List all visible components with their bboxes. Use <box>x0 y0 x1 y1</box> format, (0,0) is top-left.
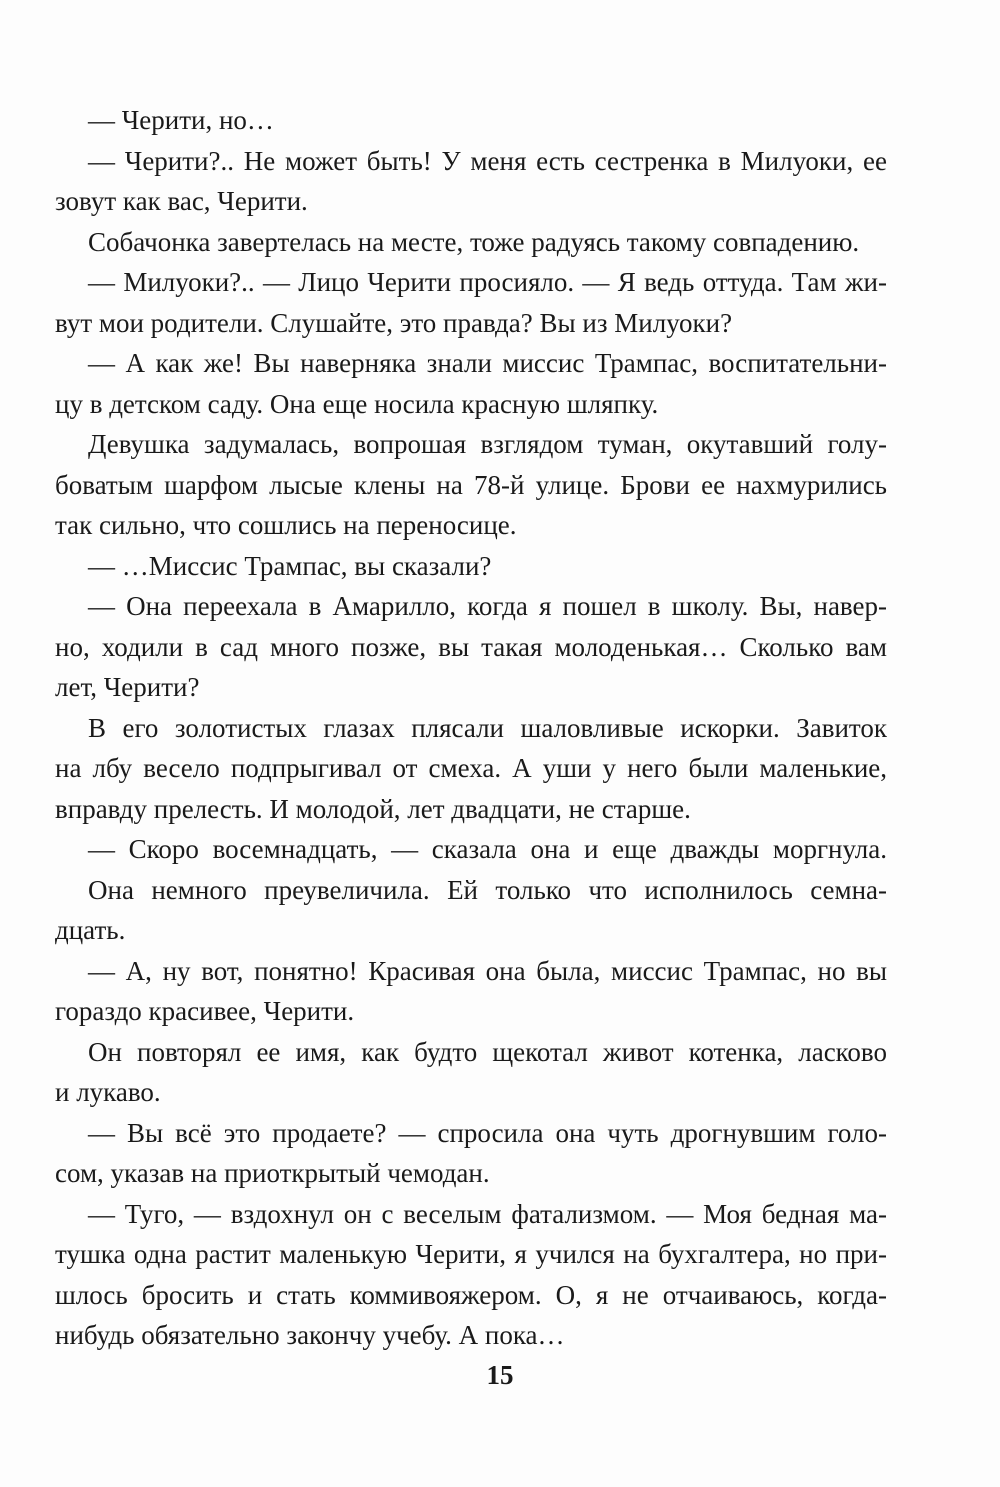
text-line: — А как же! Вы наверняка знали миссис Трампас, воспитательни- <box>88 348 887 378</box>
text-line: цу в детском саду. Она еще носила красную шляпку. <box>55 388 659 419</box>
text-line: — Милуоки?.. — Лицо Черити просияло. — Я ведь оттуда. Там жи- <box>88 267 887 297</box>
text-line: Он повторял ее имя, как будто щекотал живот котенка, ласково <box>88 1036 887 1067</box>
page-number: 15 <box>486 1360 514 1390</box>
text-line: но, ходили в сад много позже, вы такая молоденькая… Сколько вам <box>55 631 887 662</box>
text-line: лет, Черити? <box>55 672 200 702</box>
text-line: тушка одна растит маленькую Черити, я учился на бухгалтера, но при- <box>55 1239 887 1269</box>
text-line: гораздо красивее, Черити. <box>55 996 355 1026</box>
text-line: — Она переехала в Амарилло, когда я пошел в школу. Вы, навер- <box>88 591 887 621</box>
text-line: на лбу весело подпрыгивал от смеха. А уши у него были маленькие, <box>55 753 887 783</box>
text-line: нибудь обязательно закончу учебу. А пока… <box>55 1320 565 1350</box>
text-line: боватым шарфом лысые клены на 78-й улице. Брови ее нахмурились <box>55 469 887 500</box>
text-line: — А, ну вот, понятно! Красивая она была, миссис Трампас, но вы <box>88 955 887 986</box>
text-line: зовут как вас, Черити. <box>55 186 308 216</box>
text-line: и лукаво. <box>55 1077 161 1107</box>
text-line: сом, указав на приоткрытый чемодан. <box>55 1158 490 1188</box>
text-line: Девушка задумалась, вопрошая взглядом туман, окутавший голу- <box>88 429 887 459</box>
body-text <box>55 100 887 1356</box>
text-line: — Вы всё это продаете? — спросила она чуть дрогнувшим голо- <box>88 1117 887 1148</box>
text-line: вут мои родители. Слушайте, это правда? Вы из Милуоки? <box>55 307 733 338</box>
text-line: — Черити?.. Не может быть! У меня есть сестренка в Милуоки, ее <box>88 145 887 176</box>
text-line: — Скоро восемнадцать, — сказала она и еще дважды моргнула. <box>88 834 887 864</box>
text-line: вправду прелесть. И молодой, лет двадцати, не старше. <box>55 793 691 824</box>
text-line: — Черити, но… <box>88 105 274 135</box>
text-line: дцать. <box>55 915 126 945</box>
text-line: — …Миссис Трампас, вы сказали? <box>88 550 492 581</box>
text-line: Она немного преувеличила. Ей только что исполнилось семна- <box>88 874 887 905</box>
text-line: Собачонка завертелась на месте, тоже радуясь такому совпадению. <box>88 226 860 257</box>
text-line: шлось бросить и стать коммивояжером. О, я не отчаиваюсь, когда- <box>55 1279 887 1310</box>
text-line: — Туго, — вздохнул он с веселым фатализмом. — Моя бедная ма- <box>88 1198 887 1229</box>
text-line: так сильно, что сошлись на переносице. <box>55 510 517 540</box>
text-line: В его золотистых глазах плясали шаловливые искорки. Завиток <box>88 712 887 743</box>
